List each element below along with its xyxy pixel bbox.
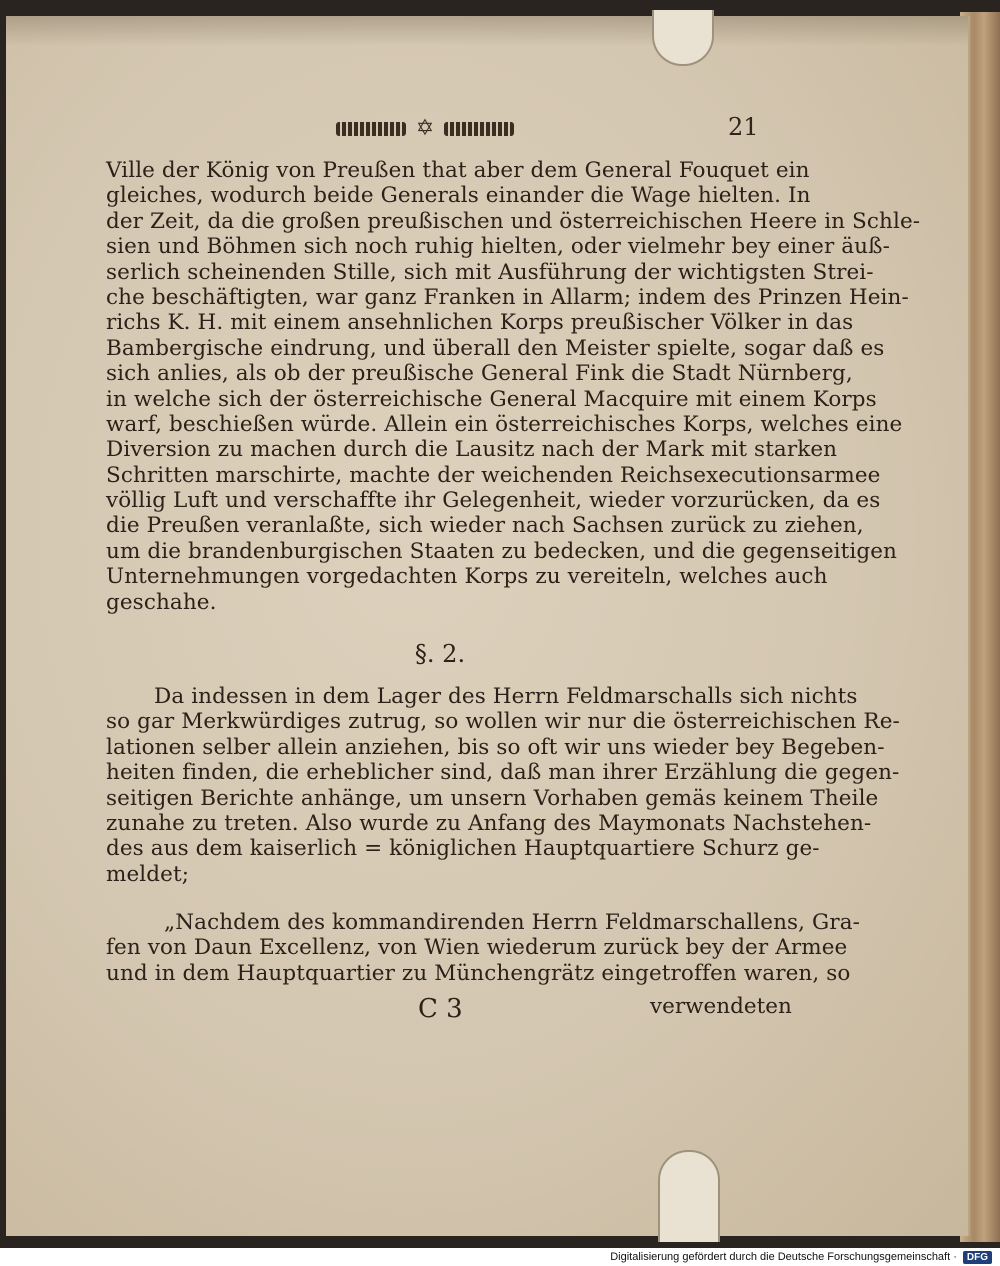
text-line: Ville der König von Preußen that aber dem General Fouquet ein	[106, 158, 810, 183]
text-line: sien und Böhmen sich noch ruhig hielten, oder vielmehr bey einer äuß-	[106, 234, 890, 260]
text-line: in welche sich der österreichische General Macquire mit einem Korps	[106, 386, 877, 412]
footer-credit: Digitalisierung gefördert durch die Deutsche Forschungsgemeinschaft ·	[610, 1251, 957, 1263]
text-line: völlig Luft und verschaffte ihr Gelegenheit, wieder vorzurücken, da es	[106, 488, 881, 514]
text-line: seitigen Berichte anhänge, um unsern Vorhaben gemäs keinem Theile	[106, 785, 879, 811]
text-line: warf, beschießen würde. Allein ein österreichisches Korps, welches eine	[106, 411, 903, 437]
paragraph-2	[106, 684, 900, 887]
paragraph-3	[106, 910, 860, 986]
text-line: um die brandenburgischen Staaten zu bedecken, und die gegenseitigen	[106, 538, 897, 564]
text-line: meldet;	[106, 861, 190, 887]
header-ornament	[320, 114, 530, 144]
text-line: zunahe zu treten. Also wurde zu Anfang des Maymonats Nachstehen-	[106, 810, 872, 836]
text-line: richs K. H. mit einem ansehnlichen Korps preußischer Völker in das	[106, 310, 854, 336]
ornament-bar-left	[336, 122, 406, 136]
footer-bar	[0, 1248, 1000, 1266]
text-line: sich anlies, als ob der preußische General Fink die Stadt Nürnberg,	[106, 361, 853, 387]
text-line: so gar Merkwürdiges zutrug, so wollen wir nur die österreichischen Re-	[106, 709, 900, 735]
paper-tab-top	[652, 10, 714, 66]
catchword: verwendeten	[650, 994, 792, 1019]
text-line: des aus dem kaiserlich = königlichen Hauptquartiere Schurz ge-	[106, 836, 820, 862]
dfg-logo[interactable]: DFG	[963, 1251, 992, 1264]
text-line: heiten finden, die erheblicher sind, daß man ihrer Erzählung die gegen-	[106, 760, 900, 786]
signature-mark: C 3	[418, 994, 463, 1024]
text-line: fen von Daun Excellenz, von Wien wiederum zurück bey der Armee	[106, 935, 848, 961]
star-ornament-icon: ✡	[415, 116, 435, 141]
text-line: Bambergische eindrung, und überall den Meister spielte, sogar daß es	[106, 335, 885, 361]
text-line: „Nachdem des kommandirenden Herrn Feldmarschallens, Gra-	[164, 910, 860, 935]
text-line: gleiches, wodurch beide Generals einander die Wage hielten. In	[106, 183, 811, 209]
page-top-shadow	[6, 16, 968, 46]
paragraph-1	[106, 158, 921, 615]
text-line: serlich scheinenden Stille, sich mit Ausführung der wichtigsten Strei-	[106, 259, 874, 285]
text-line: der Zeit, da die großen preußischen und österreichischen Heere in Schle-	[106, 208, 921, 234]
text-line: Unternehmungen vorgedachten Korps zu vereiteln, welches auch	[106, 564, 828, 590]
page-number: 21	[728, 113, 759, 141]
ornament-bar-right	[444, 122, 514, 136]
text-line: Schritten marschirte, machte der weichenden Reichsexecutionsarmee	[106, 462, 881, 488]
paper-tab-bottom	[658, 1150, 720, 1242]
text-line: und in dem Hauptquartier zu Münchengrätz eingetroffen waren, so	[106, 960, 851, 986]
text-line: die Preußen veranlaßte, sich wieder nach Sachsen zurück zu ziehen,	[106, 513, 864, 539]
text-line: Diversion zu machen durch die Lausitz nach der Mark mit starken	[106, 437, 838, 463]
text-line: geschahe.	[106, 589, 217, 615]
section-heading: §. 2.	[414, 640, 466, 668]
text-line: Da indessen in dem Lager des Herrn Feldmarschalls sich nichts	[154, 684, 858, 709]
text-line: che beschäftigten, war ganz Franken in Allarm; indem des Prinzen Hein-	[106, 284, 909, 310]
text-line: lationen selber allein anziehen, bis so oft wir uns wieder bey Begeben-	[106, 734, 885, 760]
